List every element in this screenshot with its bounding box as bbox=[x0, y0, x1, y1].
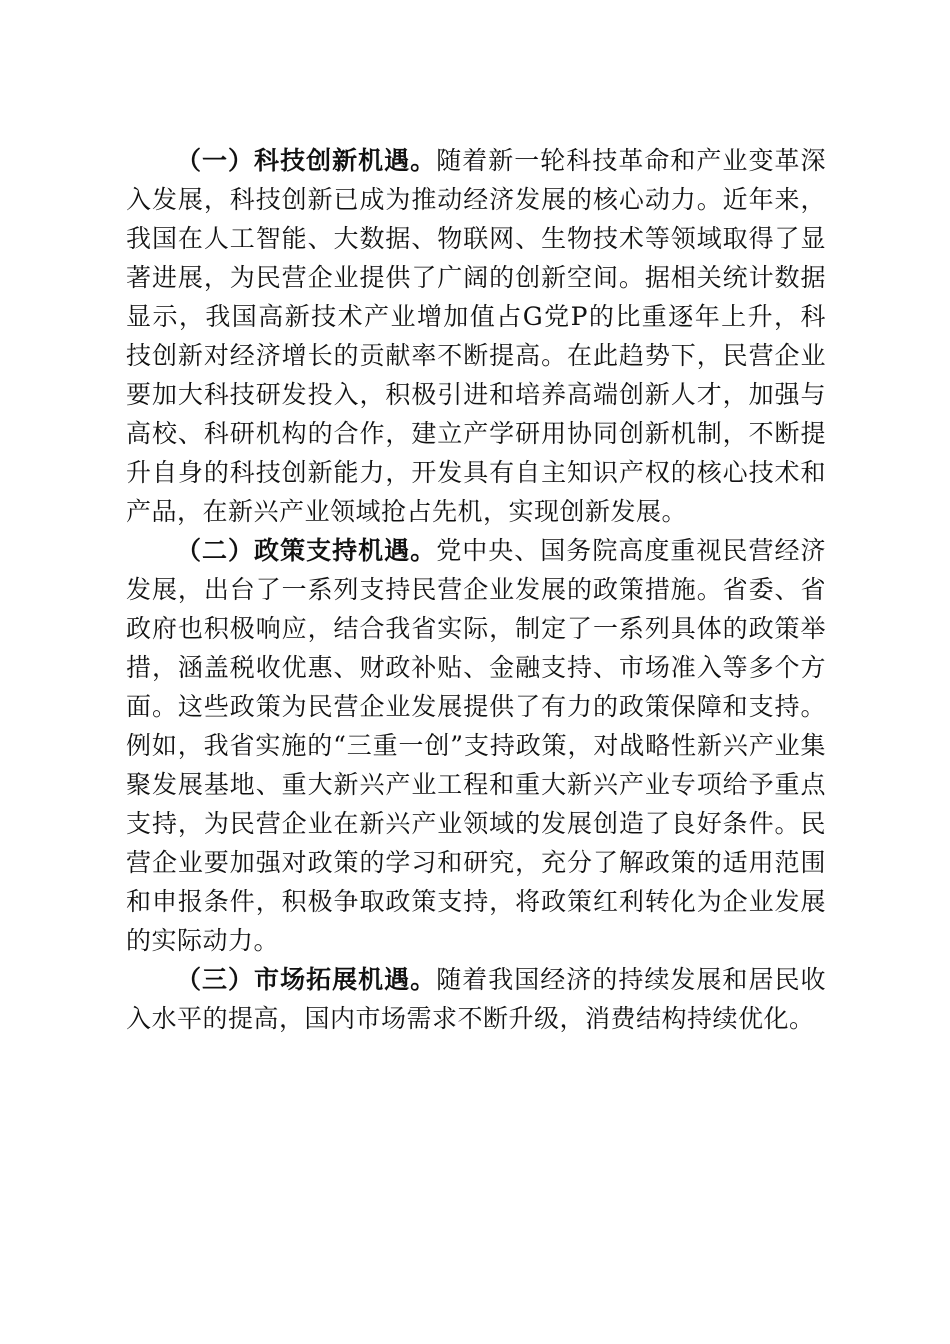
paragraph-body: 随着新一轮科技革命和产业变革深入发展，科技创新已成为推动经济发展的核心动力。近年来，我国在人工智能、大数据、物联网、生物技术等领域取得了显著进展，为民营企业提供了广阔的创新空间。据相关统计数据显示，我国高新技术产业增加值占G党P的比重逐年上升，科技创新对经济增长的贡献率不断提高。在此趋势下，民营企业要加大科技研发投入，积极引进和培养高端创新人才，加强与高校、科研机构的合作，建立产学研用协同创新机制，不断提升自身的科技创新能力，开发具有自主知识产权的核心技术和产品，在新兴产业领域抢占先机，实现创新发展。 bbox=[126, 146, 826, 526]
paragraph-policy-support bbox=[126, 531, 826, 960]
paragraph-heading: （一）科技创新机遇。 bbox=[176, 146, 437, 175]
paragraph-tech-innovation bbox=[126, 141, 826, 531]
paragraph-body: 党中央、国务院高度重视民营经济发展，出台了一系列支持民营企业发展的政策措施。省委、省政府也积极响应，结合我省实际，制定了一系列具体的政策举措，涵盖税收优惠、财政补贴、金融支持、市场准入等多个方面。这些政策为民营企业发展提供了有力的政策保障和支持。例如，我省实施的“三重一创”支持政策，对战略性新兴产业集聚发展基地、重大新兴产业工程和重大新兴产业专项给予重点支持，为民营企业在新兴产业领域的发展创造了良好条件。民营企业要加强对政策的学习和研究，充分了解政策的适用范围和申报条件，积极争取政策支持，将政策红利转化为企业发展的实际动力。 bbox=[126, 536, 826, 955]
document-page bbox=[126, 141, 826, 1038]
paragraph-heading: （三）市场拓展机遇。 bbox=[176, 965, 437, 994]
paragraph-body: 随着我国经济的持续发展和居民收入水平的提高，国内市场需求不断升级，消费结构持续优化。 bbox=[126, 965, 826, 1033]
paragraph-market-expansion bbox=[126, 960, 826, 1038]
paragraph-heading: （二）政策支持机遇。 bbox=[176, 536, 437, 565]
